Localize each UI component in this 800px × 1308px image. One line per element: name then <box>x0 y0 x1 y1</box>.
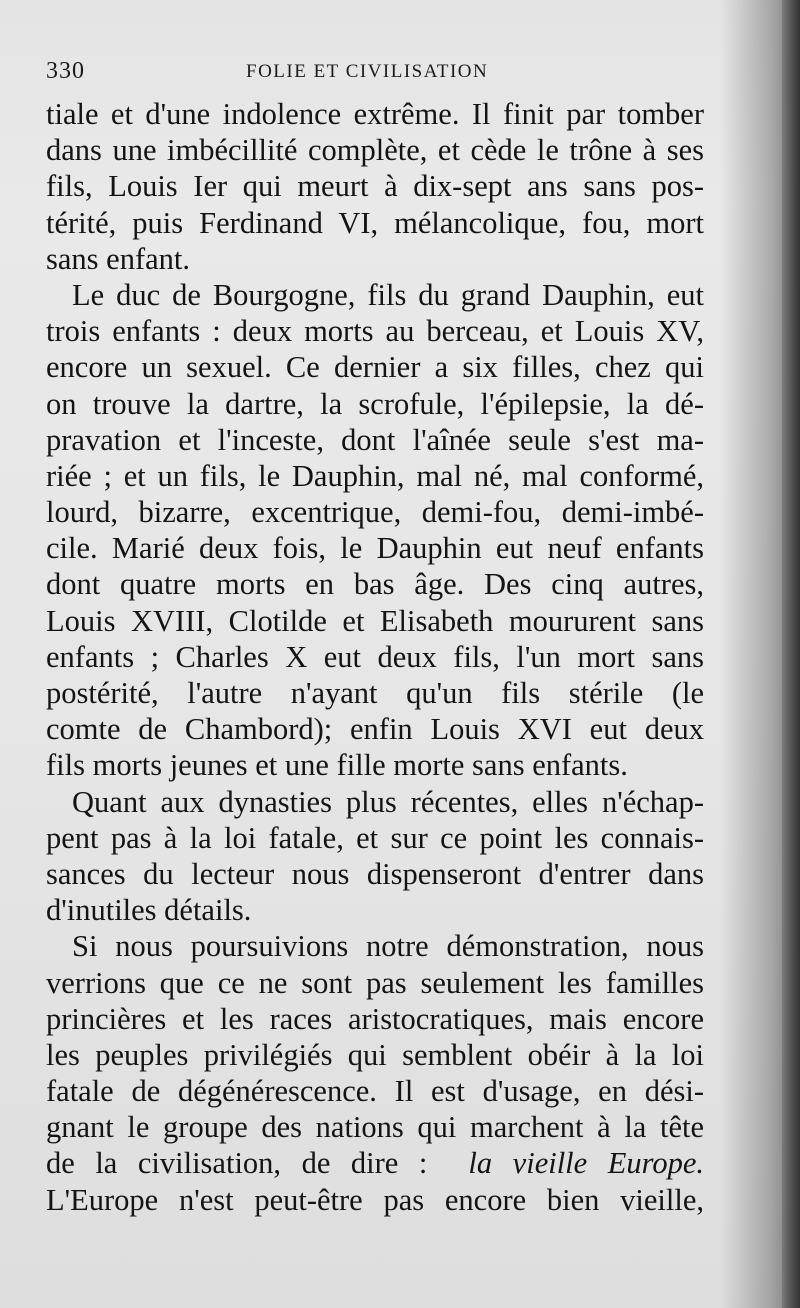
page-header <box>46 58 700 88</box>
text-line: encore un sexuel. Ce dernier a six filles, chez qui <box>46 350 704 385</box>
text-line: riée ; et un fils, le Dauphin, mal né, mal conformé, <box>46 458 704 493</box>
text-line: enfants ; Charles X eut deux fils, l'un mort sans <box>46 639 704 674</box>
text-line: Si nous poursuivions notre démonstration, nous <box>72 929 704 964</box>
text-line: verrions que ce ne sont pas seulement les familles <box>46 965 704 1000</box>
text-segment: de la civilisation, de dire : <box>46 1146 428 1181</box>
text-line: sans enfant. <box>46 241 190 276</box>
text-line: L'Europe n'est peut-être pas encore bien vieille, <box>46 1182 704 1217</box>
text-line: Louis XVIII, Clotilde et Elisabeth moururent sans <box>46 603 704 638</box>
text-line: pent pas à la loi fatale, et sur ce point les connais- <box>46 820 704 855</box>
text-line: postérité, l'autre n'ayant qu'un fils stérile (le <box>46 676 704 710</box>
text-line: cile. Marié deux fois, le Dauphin eut neuf enfants <box>46 531 704 566</box>
text-line: pravation et l'inceste, dont l'aînée seule s'est ma- <box>46 422 704 457</box>
text-line: lourd, bizarre, excentrique, demi-fou, demi-imbé- <box>46 495 704 530</box>
text-line-with-emphasis <box>46 1145 704 1181</box>
text-line: sances du lecteur nous dispenseront d'entrer dans <box>46 856 704 891</box>
running-title: FOLIE ET CIVILISATION <box>246 61 489 82</box>
text-line: fatale de dégénérescence. Il est d'usage, en dési- <box>46 1074 704 1109</box>
text-line: d'inutiles détails. <box>46 893 252 928</box>
text-line: gnant le groupe des nations qui marchent à la tête <box>46 1110 704 1145</box>
text-line: fils morts jeunes et une fille morte sans enfants. <box>46 748 628 783</box>
text-line: fils, Louis Ier qui meurt à dix-sept ans sans pos- <box>46 169 704 204</box>
text-line: térité, puis Ferdinand VI, mélancolique, fou, mort <box>46 205 704 240</box>
page-edge-shadow <box>782 0 800 1308</box>
text-line: les peuples privilégiés qui semblent obéir à la loi <box>46 1037 704 1072</box>
emphasized-phrase: la vieille Europe. <box>468 1146 704 1181</box>
page-number: 330 <box>46 58 85 84</box>
text-line: Le duc de Bourgogne, fils du grand Dauphin, eut <box>72 277 704 312</box>
text-line: tiale et d'une indolence extrême. Il finit par tomber <box>46 97 704 131</box>
text-line: on trouve la dartre, la scrofule, l'épilepsie, la dé- <box>46 386 704 421</box>
body-text <box>46 96 704 1218</box>
text-line: comte de Chambord); enfin Louis XVI eut deux <box>46 712 704 747</box>
text-line: dans une imbécillité complète, et cède le trône à ses <box>46 133 704 168</box>
text-line: Quant aux dynasties plus récentes, elles n'échap- <box>72 784 704 819</box>
text-line: princières et les races aristocratiques, mais encore <box>46 1001 704 1036</box>
text-line: dont quatre morts en bas âge. Des cinq autres, <box>46 567 704 602</box>
text-line: trois enfants : deux morts au berceau, et Louis XV, <box>46 314 704 349</box>
